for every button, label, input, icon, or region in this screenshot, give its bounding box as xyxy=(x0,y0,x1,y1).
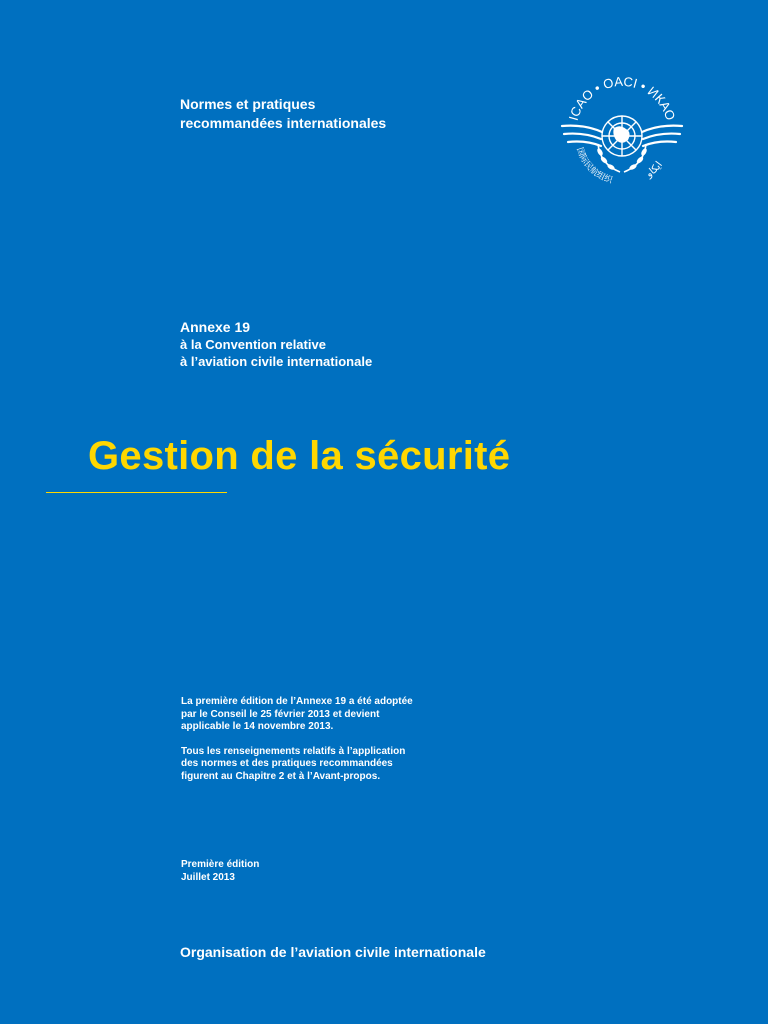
edition-block xyxy=(181,858,259,884)
edition-date: Juillet 2013 xyxy=(181,872,235,883)
emblem-text-top: ICAO • OACI • ИКАО xyxy=(565,73,679,123)
document-title: Gestion de la sécurité xyxy=(88,434,511,478)
svg-text:ICAO • OACI • ИКАО xyxy=(566,74,679,122)
emblem-text-arabic: ايكاو xyxy=(644,159,665,180)
annex-line-2: à la Convention relative xyxy=(180,337,326,352)
annex-block xyxy=(180,319,372,370)
emblem-text-chinese: 国际民航组织 xyxy=(574,146,614,186)
icao-emblem-icon xyxy=(554,60,690,200)
series-line-2: recommandées internationales xyxy=(180,115,387,131)
svg-text:ايكاو xyxy=(643,160,664,181)
series-line-1: Normes et pratiques xyxy=(180,96,316,112)
adoption-notes xyxy=(181,696,413,795)
continents-icon xyxy=(613,126,629,142)
organization-name: Organisation de l’aviation civile internationale xyxy=(180,944,486,960)
annex-line-3: à l’aviation civile internationale xyxy=(180,354,373,369)
title-underline xyxy=(46,492,227,493)
annex-number: Annexe 19 xyxy=(180,319,251,335)
edition-label: Première édition xyxy=(181,859,260,870)
adoption-note: La première édition de l’Annexe 19 a été adoptée par le Conseil le 25 février 2013 et devient applicable le 14 novembre 2013. xyxy=(181,696,413,732)
series-heading xyxy=(180,95,386,133)
application-note: Tous les renseignements relatifs à l’application des normes et des pratiques recommandées figurent au Chapitre 2 et à l’Avant-propos. xyxy=(181,745,406,782)
